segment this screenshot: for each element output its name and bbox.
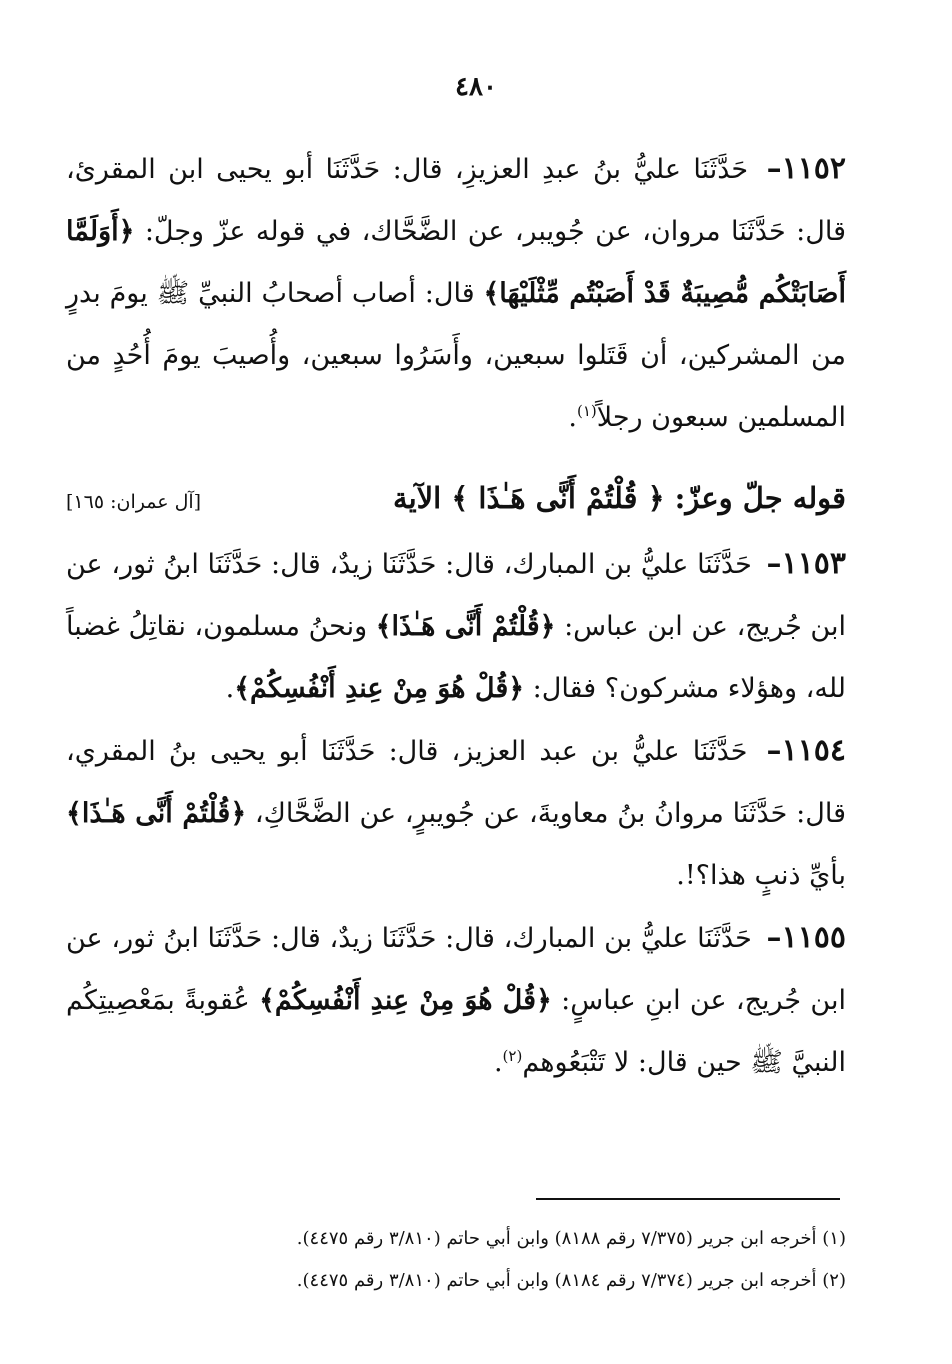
hadith-text: حَدَّثَنَا عليُّ بنُ عبدِ العزيزِ، قال: حَدَّثَنَا أبو يحيى ابن المقرئ، قال: حَدَّثَنَا مروان، عن جُويبر، عن الضَّحَّاك، في قوله عزّ وجلّ:	[66, 154, 846, 247]
hadith-text-end: .	[225, 673, 235, 704]
heading-text: قوله جلّ وعزّ: ﴿ قُلْتُمْ أَنَّى هَـٰذَا ﴾ الآية	[393, 481, 846, 515]
quran-verse: ﴿قُلْتُمْ أَنَّى هَـٰذَا﴾	[375, 611, 556, 642]
hadith-number: ١١٥٣–	[766, 546, 846, 581]
hadith-1153	[66, 533, 846, 720]
hadith-text: حَدَّثَنَا عليُّ بن عبد العزيز، قال: حَدَّثَنَا أبو يحيى بنُ المقري، قال: حَدَّثَنَا مروانُ بنُ معاويةَ، عن جُويبرٍ، عن الضَّحَّاكِ،	[66, 736, 846, 829]
hadith-text: بأيِّ ذنبٍ هذا؟!.	[676, 860, 846, 891]
footnotes	[110, 1218, 846, 1302]
hadith-text: قال: أصاب أصحابُ النبيِّ ﷺ يومَ بدرٍ من المشركين، أن قَتَلوا سبعين، وأَسَرُوا سبعين، وأُصيبَ يومَ أُحُدٍ من المسلمين سبعون رجلاً	[66, 278, 846, 433]
hadith-number: ١١٥٢–	[766, 151, 847, 186]
quran-verse: ﴿أَوَلَمَّا أَصَابَتْكُم مُّصِيبَةٌ قَدْ أَصَبْتُم مِّثْلَيْهَا﴾	[66, 216, 846, 309]
footnote-divider	[536, 1198, 840, 1200]
footnote-marker[interactable]: (٢)	[502, 1047, 523, 1065]
hadith-1155	[66, 907, 846, 1094]
hadith-1152	[66, 138, 846, 449]
quran-verse: ﴿قُلْ هُوَ مِنْ عِندِ أَنْفُسِكُمْ﴾	[259, 985, 552, 1016]
hadith-text-end: .	[493, 1047, 503, 1078]
quran-verse: ﴿قُلْتُمْ أَنَّى هَـٰذَا﴾	[66, 798, 247, 829]
footnote-marker[interactable]: (١)	[576, 402, 597, 420]
hadith-number: ١١٥٤–	[766, 733, 846, 768]
footnote-2: (٢) أخرجه ابن جرير (٧/٣٧٤ رقم ٨١٨٤) وابن أبي حاتم (٣/٨١٠ رقم ٤٤٧٥).	[296, 1270, 846, 1291]
hadith-text: عُقوبةً بمَعْصِيتِكُم النبيَّ ﷺ حين قال: لا تَتْبَعُوهم	[66, 985, 846, 1078]
hadith-text: ونحنُ مسلمون، نقاتِلُ غضباً لله، وهؤلاء مشركون؟ فقال:	[66, 611, 846, 704]
hadith-text: حَدَّثَنَا عليُّ بن المبارك، قال: حَدَّثَنَا زيدٌ، قال: حَدَّثَنَا ابنُ ثور، عن ابن جُريج، عن ابنِ عباسٍ:	[66, 923, 846, 1016]
main-text	[66, 138, 846, 1094]
section-heading	[66, 467, 846, 533]
hadith-text-end: .	[568, 402, 577, 433]
footnote-1: (١) أخرجه ابن جرير (٧/٣٧٥ رقم ٨١٨٨) وابن أبي حاتم (٣/٨١٠ رقم ٤٤٧٥).	[296, 1228, 846, 1249]
hadith-1154	[66, 720, 846, 907]
verse-reference: [آل عمران: ١٦٥]	[66, 491, 202, 513]
page-number: ٤٨٠	[455, 72, 497, 102]
hadith-number: ١١٥٥–	[766, 920, 846, 955]
quran-verse: ﴿قُلْ هُوَ مِنْ عِندِ أَنْفُسِكُمْ﴾	[234, 673, 525, 704]
hadith-text: حَدَّثَنَا عليُّ بن المبارك، قال: حَدَّثَنَا زيدٌ، قال: حَدَّثَنَا ابنُ ثور، عن ابن جُريج، عن ابن عباس:	[66, 549, 846, 642]
